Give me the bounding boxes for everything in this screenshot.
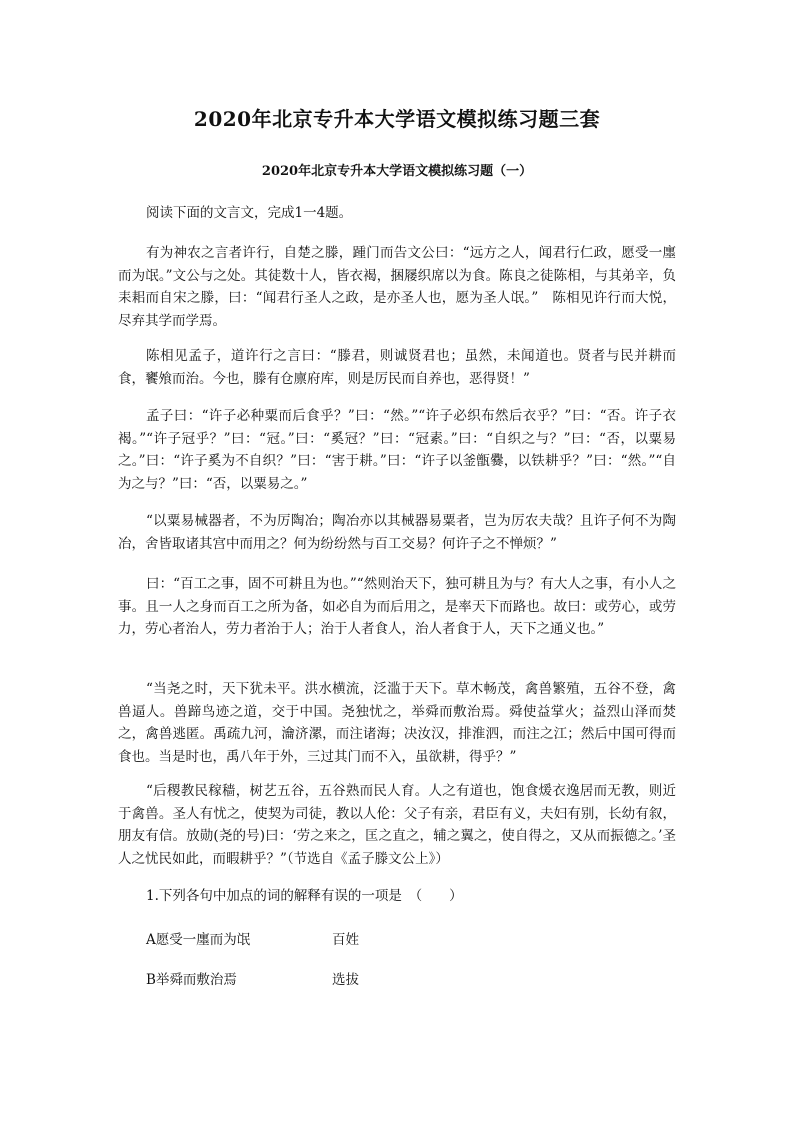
- option-b-answer: 选拔: [332, 972, 359, 988]
- passage-paragraph-7: “后稷教民稼穑，树艺五谷，五谷熟而民人育。人之有道也，饱食煖衣逸居而无教，则近于禽兽。圣人有忧之，使契为司徒，教以人伦：父子有亲，君臣有义，夫妇有别，长幼有叙，朋友有信。放勋(尧的号)曰：‘劳之来之，匡之直之，辅之翼之，使自得之，又从而振德之。’圣人之忧民如此，而暇耕乎？”（节选自《孟子滕文公上》）: [118, 783, 676, 867]
- document-title: 2020年北京专升本大学语文模拟练习题三套: [193, 107, 601, 131]
- option-a-text: A愿受一廛而为氓: [146, 932, 251, 948]
- reading-instruction: 阅读下面的文言文，完成1一4题。: [146, 205, 353, 221]
- option-a-answer: 百姓: [332, 932, 359, 948]
- passage-paragraph-5: 曰：“百工之事，固不可耕且为也。”“然则治天下，独可耕且为与？有大人之事，有小人之事。且一人之身而百工之所为备，如必自为而后用之，是率天下而路也。故曰：或劳心，或劳力，劳心者治人，劳力者治于人；治于人者食人，治人者食于人，天下之通义也。”: [118, 576, 676, 637]
- passage-paragraph-1: 有为神农之言者许行，自楚之滕，踵门而告文公曰：“远方之人，闻君行仁政，愿受一廛而为氓。”文公与之处。其徒数十人，皆衣褐，捆屦织席以为食。陈良之徒陈相，与其弟辛，负耒耜而自宋之滕，曰：“闻君行圣人之政，是亦圣人也，愿为圣人氓。” 陈相见许行而大悦，尽弃其学而学焉。: [118, 245, 676, 329]
- passage-paragraph-3: 孟子曰：“许子必种粟而后食乎？”曰：“然。”“许子必织布然后衣乎？”曰：“否。许子衣褐。”“许子冠乎？”曰：“冠。”曰：“奚冠？”曰：“冠素。”曰：“自织之与？”曰：“否，以粟易之。”曰：“许子奚为不自织？”曰：“害于耕。”曰：“许子以釜甑爨，以铁耕乎？”曰：“然。”“自为之与？”曰：“否，以粟易之。”: [118, 408, 676, 492]
- option-a: [146, 929, 359, 951]
- option-b: [146, 969, 359, 991]
- section-subtitle: 2020年北京专升本大学语文模拟练习题（一）: [261, 164, 533, 179]
- passage-paragraph-4: “以粟易械器者，不为厉陶冶；陶冶亦以其械器易粟者，岂为厉农夫哉？且许子何不为陶冶，舍皆取诸其宫中而用之？何为纷纷然与百工交易？何许子之不惮烦？”: [118, 513, 676, 552]
- option-b-text: B举舜而敷治焉: [146, 972, 237, 988]
- passage-paragraph-6: “当尧之时，天下犹未平。洪水横流，泛滥于天下。草木畅茂，禽兽繁殖，五谷不登，禽兽逼人。兽蹄鸟迹之道，交于中国。尧独忧之，举舜而敷治焉。舜使益掌火；益烈山泽而焚之，禽兽逃匿。禹疏九河，瀹济漯，而注诸海；决汝汉，排淮泗，而注之江；然后中国可得而食也。当是时也，禹八年于外，三过其门而不入，虽欲耕，得乎？”: [118, 681, 676, 765]
- passage-paragraph-2: 陈相见孟子，道许行之言曰：“滕君，则诚贤君也；虽然，未闻道也。贤者与民并耕而食，饔飧而治。今也，滕有仓廪府库，则是厉民而自养也，恶得贤！”: [118, 348, 676, 387]
- question-1: 1.下列各句中加点的词的解释有误的一项是 （ ）: [146, 888, 463, 904]
